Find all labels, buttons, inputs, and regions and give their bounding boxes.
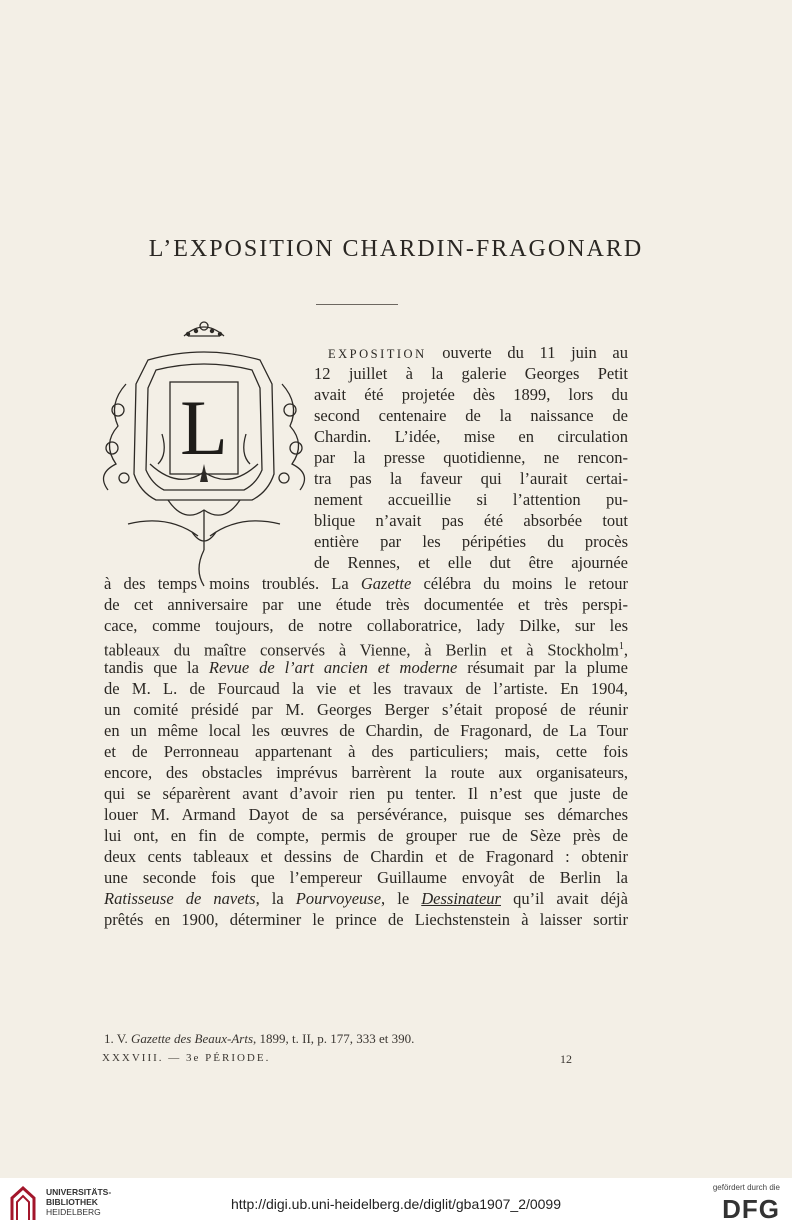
- text-line: à des temps moins troublés. La Gazette célébra du moins le retour: [104, 574, 628, 593]
- text-line: de M. L. de Fourcaud la vie et les travaux de l’artiste. En 1904,: [104, 679, 628, 698]
- permalink-url[interactable]: http://digi.ub.uni-heidelberg.de/diglit/gba1907_2/0099: [230, 1196, 562, 1212]
- italic-title: Gazette: [360, 574, 412, 593]
- text-line: tra pas la faveur qui l’aurait certai-: [314, 469, 628, 488]
- dfg-logo: DFG: [722, 1194, 780, 1224]
- article-title: L’EXPOSITION CHARDIN-FRAGONARD: [148, 236, 644, 262]
- text-line: Chardin. L’idée, mise en circulation: [314, 427, 628, 446]
- line-text: ouverte du 11 juin au: [426, 343, 628, 362]
- text-line: par la presse quotidienne, ne rencon-: [314, 448, 628, 467]
- text-line: prêtés en 1900, déterminer le prince de Liechstenstein à laisser sortir: [104, 910, 628, 929]
- text-line: de Rennes, et elle dut être ajournée: [314, 553, 628, 572]
- text-line: [328, 342, 628, 365]
- signature-mark: XXXVIII. — 3e PÉRIODE.: [102, 1052, 271, 1064]
- text-line: blique n’avait pas été absorbée tout: [314, 511, 628, 530]
- text-line: et de Perronneau appartenant à des particuliers; mais, cette fois: [104, 742, 628, 761]
- drop-cap-ornament: [88, 314, 320, 590]
- text-line: tableaux du maître conservés à Vienne, à Berlin et à Stockholm$^1$,: [104, 640, 628, 660]
- text-line: un comité présidé par M. Georges Berger s’était proposé de réunir: [104, 700, 628, 719]
- first-word-smallcaps: EXPOSITION: [328, 347, 427, 361]
- title-rule: [316, 304, 398, 305]
- signature-line: [102, 1052, 572, 1064]
- text-line: louer M. Armand Dayot de sa persévérance, puisque ses démarches: [104, 805, 628, 824]
- text-line: encore, des obstacles imprévus barrèrent la route aux organisateurs,: [104, 763, 628, 782]
- university-name: UNIVERSITÄTS- BIBLIOTHEK HEIDELBERG: [46, 1187, 112, 1217]
- page-number: 12: [560, 1052, 572, 1066]
- text-line: tandis que la Revue de l’art ancien et moderne résumait par la plume: [104, 658, 628, 677]
- text-line: deux cents tableaux et dessins de Chardin et de Fragonard : obtenir: [104, 847, 628, 866]
- text-line: de cet anniversaire par une étude très documentée et très perspi-: [104, 595, 628, 614]
- drop-cap-letter: L: [180, 384, 228, 471]
- text-line: nement accueillie si l’attention pu-: [314, 490, 628, 509]
- text-line: cace, comme toujours, de notre collaboratrice, lady Dilke, sur les: [104, 616, 628, 635]
- footnote-ref: 1: [618, 641, 624, 652]
- italic-title: Revue de l’art ancien et moderne: [208, 658, 458, 677]
- dfg-caption: gefördert durch die: [712, 1183, 780, 1192]
- text-line: en un même local les œuvres de Chardin, de Fragonard, de La Tour: [104, 721, 628, 740]
- digitization-footer: [0, 1178, 792, 1231]
- text-line: Ratisseuse de navets, la Pourvoyeuse, le Dessinateur qu’il avait déjà: [104, 889, 628, 908]
- italic-title: Pourvoyeuse: [295, 889, 382, 908]
- text-line: second centenaire de la naissance de: [314, 406, 628, 425]
- text-line: entière par les péripéties du procès: [314, 532, 628, 551]
- text-line: une seconde fois que l’empereur Guillaume envoyât de Berlin la: [104, 868, 628, 887]
- italic-title: Ratisseuse de navets: [104, 889, 256, 908]
- text-line: 12 juillet à la galerie Georges Petit: [314, 364, 628, 383]
- footnote: 1. V. Gazette des Beaux-Arts, 1899, t. II, p. 177, 333 et 390.: [104, 1031, 415, 1046]
- italic-title: Dessinateur: [421, 889, 501, 908]
- text-line: qui se séparèrent avant d’avoir rien pu tenter. Il n’est que juste de: [104, 784, 628, 803]
- text-line: lui ont, en fin de compte, permis de grouper rue de Sèze près de: [104, 826, 628, 845]
- text-line: avait été projetée dès 1899, lors du: [314, 385, 628, 404]
